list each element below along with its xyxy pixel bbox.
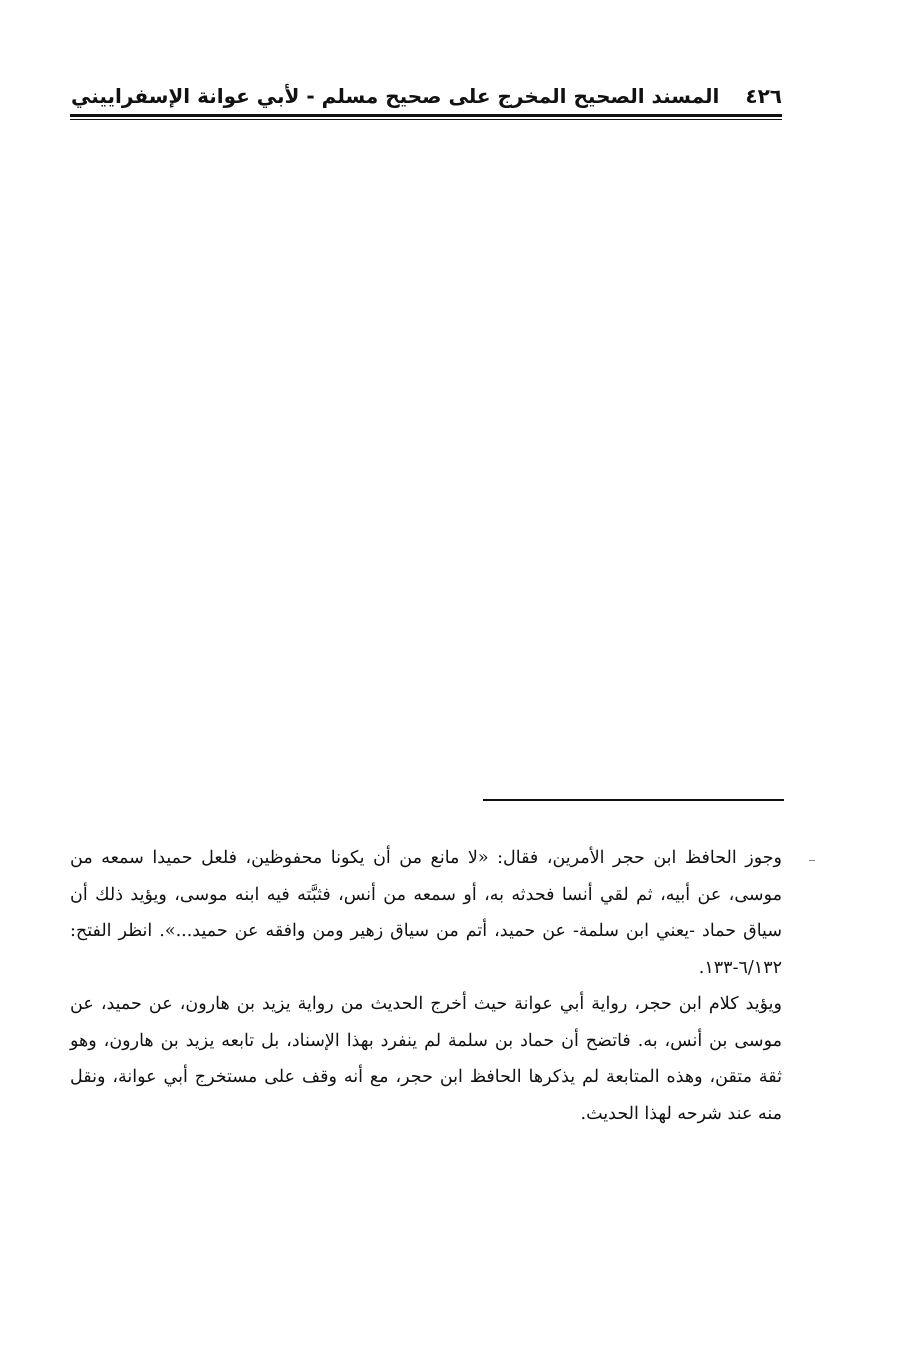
margin-mark <box>809 860 815 861</box>
running-head <box>70 76 782 116</box>
running-title: المسند الصحيح المخرج على صحيح مسلم - لأبي عوانة الإسفراييني <box>70 84 720 108</box>
footnotes-section <box>70 840 782 1132</box>
footnote-separator <box>483 799 784 801</box>
footnote-paragraph: ويؤيد كلام ابن حجر، رواية أبي عوانة حيث أخرج الحديث من رواية يزيد بن هارون، عن حميد، عن موسى بن أنس، به. فاتضح أن حماد بن سلمة لم ينفرد بهذا الإسناد، بل تابعه يزيد بن هارون، وهو ثقة متقن، وهذه المتابعة لم يذكرها الحافظ ابن حجر، مع أنه وقف على مستخرج أبي عوانة، ونقل منه عند شرحه لهذا الحديث. <box>70 994 782 1124</box>
footnote-paragraph: وجوز الحافظ ابن حجر الأمرين، فقال: «لا مانع من أن يكونا محفوظين، فلعل حميدا سمعه من موسى، عن أبيه، ثم لقي أنسا فحدثه به، أو سمعه من أنس، فثبَّته فيه ابنه موسى، ويؤيد ذلك أن سياق حماد -يعني ابن سلمة- عن حميد، أتم من سياق زهير ومن وافقه عن حميد...». انظر الفتح: ٦/١٣٢-١٣٣. <box>70 848 782 978</box>
header-rule-thick <box>70 114 782 117</box>
header-rule-thin <box>70 119 782 120</box>
page-number: ٤٢٦ <box>745 84 782 108</box>
